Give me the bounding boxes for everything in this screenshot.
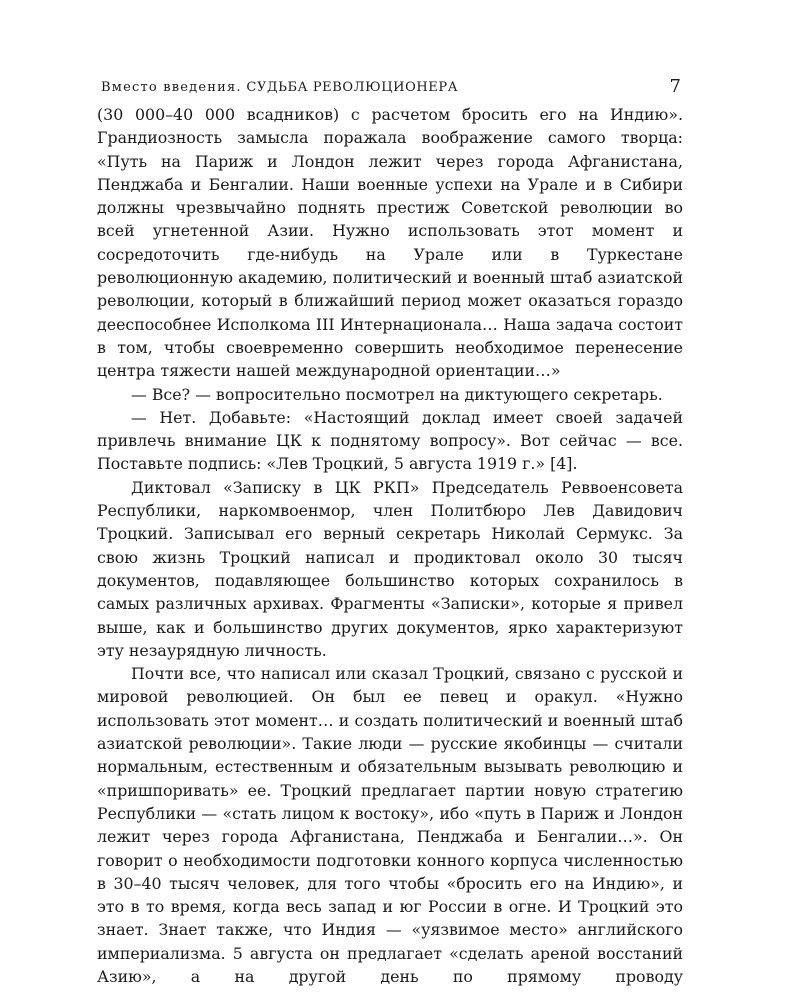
section-label: Вместо введения. (101, 80, 242, 95)
header-title (101, 80, 458, 95)
body-text (97, 103, 683, 988)
paragraph-revolution: Почти все, что написал или сказал Троцкий, связано с русской и мировой революцией. Он был ее певец и оракул. «Нужно использовать этот момент… и создать политический и военный штаб азиатской революции». Такие люди — русские якобинцы — считали нормальным, естественным и обязательным вызывать революцию и «пришпоривать» ее. Троцкий предлагает партии новую стратегию Республики — «стать лицом к востоку», ибо «путь в Париж и Лондон лежит через города Афганистана, Пенджаба и Бенгалии…». Он говорит о необходимости подготовки конного корпуса численностью в 30–40 тысяч человек, для того чтобы «бросить его на Индию», и это в то время, когда весь запад и юг России в огне. И Троцкий это знает. Знает также, что Индия — «уязвимое место» английского империализма. 5 августа он предлагает «сделать ареной восстаний Азию», а на другой день по прямому проводу (97, 664, 683, 986)
chapter-title: СУДЬБА РЕВОЛЮЦИОНЕРА (246, 80, 459, 95)
paragraph-dialog-question: — Все? — вопросительно посмотрел на диктующего секретарь. (131, 384, 663, 404)
page-number: 7 (669, 76, 681, 97)
running-header (101, 76, 681, 100)
paragraph-quote-continuation: (30 000–40 000 всадников) с расчетом бросить его на Индию». Грандиозность замысла поражала воображение самого творца: «Путь на Париж и Лондон лежит через города Афганистана, Пенджаба и Бенгалии. Наши военные успехи на Урале и в Сибири должны чрезвычайно поднять престиж Советской революции во всей угнетенной Азии. Нужно использовать этот момент и сосредоточить где-нибудь на Урале или в Туркестане революционную академию, политический и военный штаб азиатской революции, который в ближайший период может оказаться гораздо дееспособнее Исполкома III Интернационала… Наша задача состоит в том, чтобы своевременно совершить необходимое перенесение центра тяжести нашей международной ориентации…» (97, 105, 683, 381)
paragraph-dialog-answer: — Нет. Добавьте: «Настоящий доклад имеет своей задачей привлечь внимание ЦК к поднятому вопросу». Вот сейчас — все. Поставьте подпись: «Лев Троцкий, 5 августа 1919 г.» [4]. (97, 407, 683, 474)
paragraph-dictation: Диктовал «Записку в ЦК РКП» Председатель Реввоенсовета Республики, наркомвоенмор, член Политбюро Лев Давидович Троцкий. Записывал его верный секретарь Николай Сермукс. За свою жизнь Троцкий написал и продиктовал около 30 тысяч документов, подавляющее большинство которых сохранилось в самых различных архивах. Фрагменты «Записки», которые я привел выше, как и большинство других документов, ярко характеризуют эту незаурядную личность. (97, 477, 683, 660)
